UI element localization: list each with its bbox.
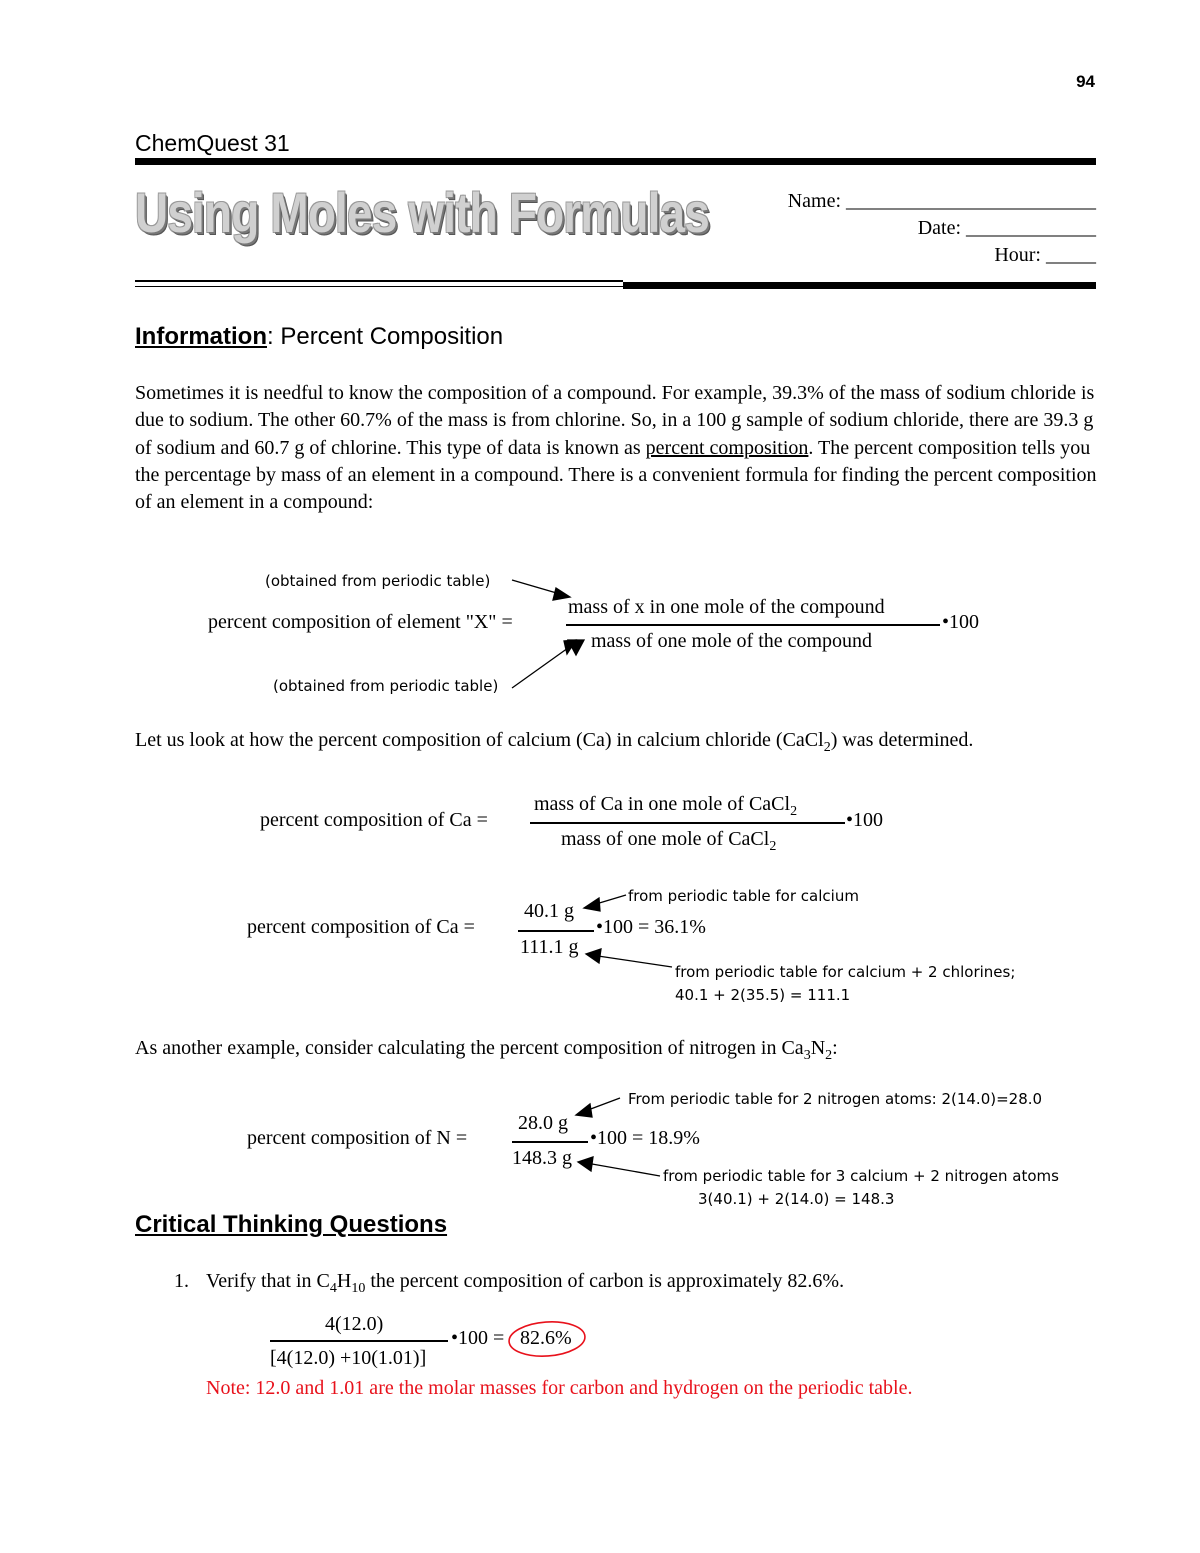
arrow-head-n-bottom bbox=[578, 1157, 593, 1171]
ca-formula-denominator-sub: 2 bbox=[769, 839, 777, 854]
general-formula-times: •100 bbox=[942, 611, 980, 633]
answer-times: •100 = bbox=[451, 1327, 505, 1349]
ctq-heading: Critical Thinking Questions bbox=[135, 1211, 448, 1238]
general-formula-denominator: mass of one mole of the compound bbox=[591, 630, 873, 652]
information-topic: : Percent Composition bbox=[267, 323, 504, 350]
arrow-line-n-top bbox=[588, 1098, 620, 1110]
answer-denominator: [4(12.0) +10(1.01)] bbox=[270, 1347, 427, 1369]
ca-numbers-lhs: percent composition of Ca = bbox=[247, 916, 475, 938]
date-field: Date: _____________ bbox=[917, 217, 1096, 239]
general-formula-lhs: percent composition of element "X" = bbox=[208, 611, 513, 633]
n-formula-numerator: 28.0 g bbox=[518, 1112, 568, 1134]
nitrogen-intro-text-a: As another example, consider calculating the percent composition of nitrogen in Ca bbox=[135, 1037, 804, 1059]
main-title: Using Moles with Formulas bbox=[135, 181, 709, 244]
arrow-head-ca-bottom bbox=[586, 949, 601, 963]
answer-result: 82.6% bbox=[520, 1327, 572, 1349]
note-n-top: From periodic table for 2 nitrogen atoms: 2(14.0)=28.0 bbox=[628, 1090, 1043, 1108]
nitrogen-intro-text-b: N bbox=[810, 1037, 826, 1059]
arrow-line-general-bottom bbox=[512, 648, 568, 688]
calcium-intro-text-b: ) was determined. bbox=[830, 729, 974, 751]
arrow-line-ca-top bbox=[596, 895, 626, 904]
arrow-head-ca-top bbox=[584, 898, 600, 911]
answer-fraction-bar bbox=[270, 1340, 448, 1342]
ca-numbers-denominator: 111.1 g bbox=[520, 936, 579, 958]
arrow-head-general-top bbox=[553, 588, 570, 600]
answer-circle bbox=[504, 1318, 594, 1362]
arrow-line-n-bottom bbox=[592, 1164, 660, 1176]
question-1-text bbox=[206, 1270, 844, 1297]
ca-formula-numerator-text: mass of Ca in one mole of CaCl bbox=[534, 793, 791, 815]
note-n-bottom-2: 3(40.1) + 2(14.0) = 148.3 bbox=[698, 1190, 895, 1208]
calcium-intro-text-a: Let us look at how the percent composition of calcium (Ca) in calcium chloride (CaCl bbox=[135, 729, 824, 751]
paragraph-text-2: . The percent composition tells you the percentage by mass of an element in a compound. There is a convenient formula for finding the percent composition of an element in a compound: bbox=[135, 436, 1097, 514]
page-number: 94 bbox=[1076, 72, 1095, 91]
ca-formula-lhs: percent composition of Ca = bbox=[260, 809, 488, 831]
hour-field: Hour: _____ bbox=[994, 244, 1096, 266]
information-label: Information bbox=[135, 323, 267, 350]
nitrogen-intro-text-c: : bbox=[832, 1037, 838, 1059]
note-ca-top: from periodic table for calcium bbox=[628, 887, 859, 905]
question-1-sub-2: 10 bbox=[351, 1281, 366, 1296]
n-formula-lhs: percent composition of N = bbox=[247, 1127, 468, 1149]
question-1-number: 1. bbox=[174, 1270, 189, 1292]
n-formula-result: •100 = 18.9% bbox=[590, 1127, 700, 1149]
n-formula-denominator: 148.3 g bbox=[512, 1147, 572, 1169]
ca-numbers-result: •100 = 36.1% bbox=[596, 916, 706, 938]
nitrogen-intro-sub-1: 3 bbox=[803, 1048, 811, 1063]
note-ca-bottom-2: 40.1 + 2(35.5) = 111.1 bbox=[675, 986, 851, 1004]
question-1-sub-1: 4 bbox=[329, 1281, 337, 1296]
answer-note: Note: 12.0 and 1.01 are the molar masses for carbon and hydrogen on the periodic table. bbox=[206, 1377, 913, 1399]
answer-numerator: 4(12.0) bbox=[325, 1313, 384, 1335]
note-n-bottom-1: from periodic table for 3 calcium + 2 nitrogen atoms bbox=[663, 1167, 1059, 1185]
question-1-text-a: Verify that in C bbox=[206, 1270, 330, 1292]
question-1-text-c: the percent composition of carbon is approximately 82.6%. bbox=[365, 1270, 845, 1292]
nitrogen-intro-sub-2: 2 bbox=[825, 1048, 833, 1063]
arrow-line-ca-bottom bbox=[598, 956, 672, 967]
name-field: Name: _________________________ bbox=[787, 190, 1096, 212]
general-formula-numerator: mass of x in one mole of the compound bbox=[568, 596, 885, 618]
note-ca-bottom-1: from periodic table for calcium + 2 chlorines; bbox=[675, 963, 1016, 981]
ca-formula-numerator-sub: 2 bbox=[790, 804, 798, 819]
note-obtained-bottom: (obtained from periodic table) bbox=[273, 677, 499, 695]
paragraph-text-1: Sometimes it is needful to know the composition of a compound. For example, 39.3% of the mass of sodium chloride is due to sodium. The other 60.7% of the mass is from chlorine. So, in a 100 g sample of sodium chloride, there are 39.3 g of sodium and 60.7 g of chlorine. This type of data is known as bbox=[135, 382, 1095, 459]
calcium-intro-sub: 2 bbox=[823, 740, 831, 755]
term-percent-composition: percent composition bbox=[645, 436, 809, 459]
note-obtained-top: (obtained from periodic table) bbox=[265, 572, 491, 590]
question-1-text-b: H bbox=[336, 1270, 352, 1292]
ca-numbers-numerator: 40.1 g bbox=[524, 900, 574, 922]
series-title: ChemQuest 31 bbox=[135, 130, 290, 156]
arrow-line-general-top bbox=[512, 580, 560, 594]
ca-formula-denominator-text: mass of one mole of CaCl bbox=[561, 828, 770, 850]
ca-formula-times: •100 bbox=[846, 809, 884, 831]
arrow-head-n-top bbox=[576, 1104, 592, 1117]
